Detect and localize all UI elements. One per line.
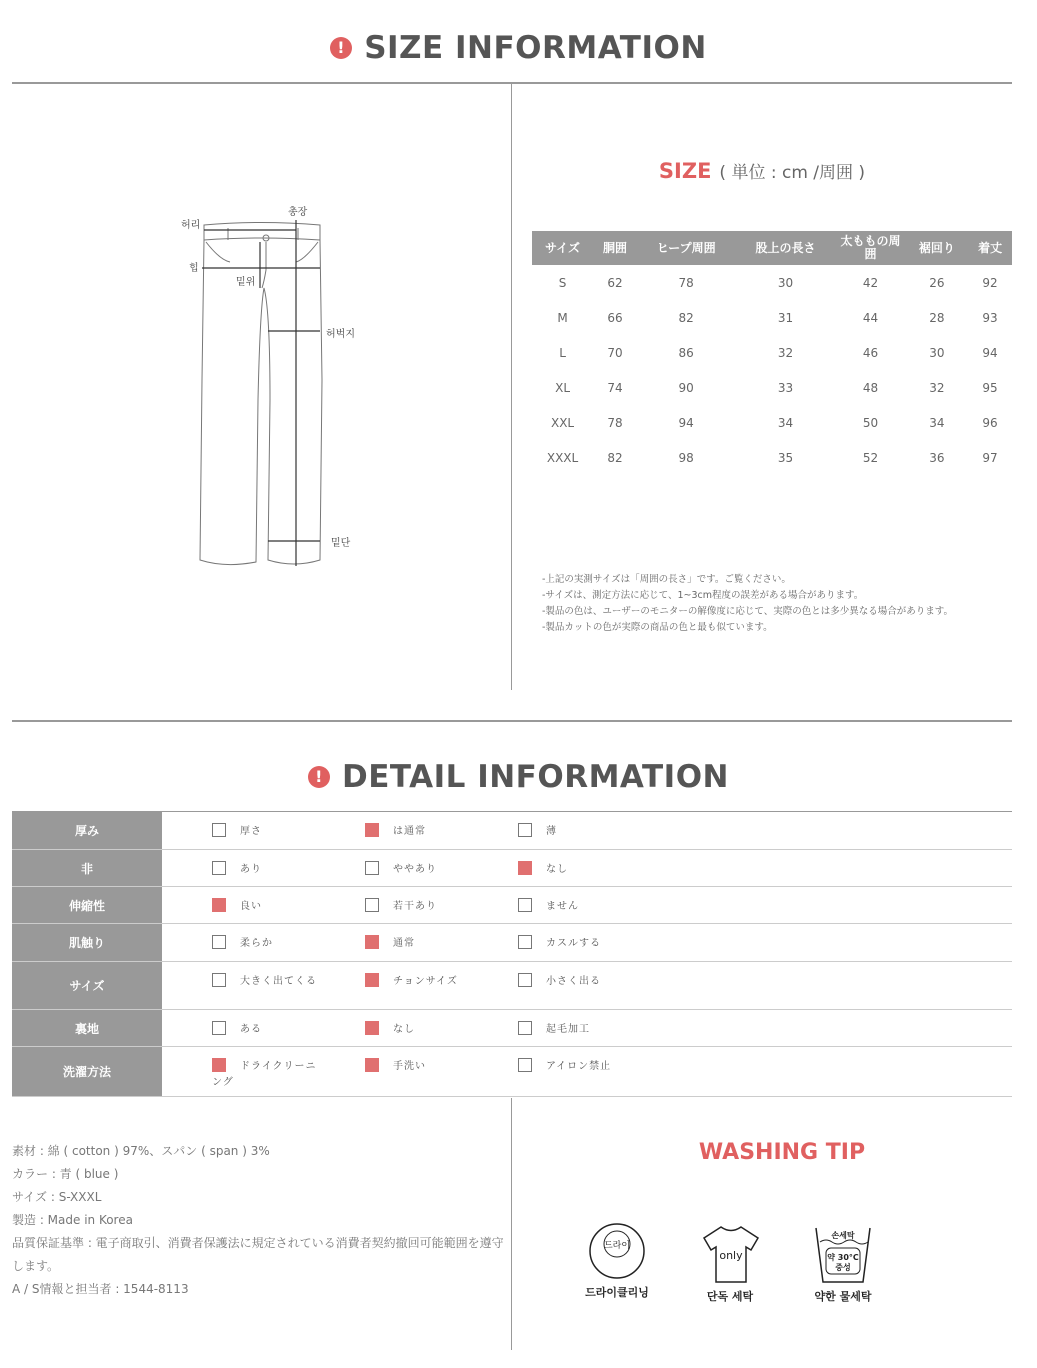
info-line: A / S情報と担当者 : 1544-8113 bbox=[12, 1282, 189, 1296]
table-cell: 74 bbox=[607, 380, 623, 395]
detail-row-label: 裏地 bbox=[12, 1010, 162, 1046]
checkbox[interactable] bbox=[365, 861, 379, 875]
option-label: 良い bbox=[240, 901, 262, 912]
detail-section-title: ! DETAIL INFORMATION bbox=[0, 759, 1037, 795]
detail-row bbox=[12, 812, 1012, 850]
checkbox-checked[interactable] bbox=[212, 898, 226, 912]
detail-table bbox=[12, 811, 1012, 1097]
detail-row bbox=[12, 1010, 1012, 1047]
pants-diagram bbox=[170, 200, 370, 580]
wash-caption-dry: 드라이클리닝 bbox=[585, 1286, 649, 1299]
product-info bbox=[12, 1140, 507, 1301]
option-label: ません bbox=[546, 901, 579, 912]
table-cell: 66 bbox=[607, 310, 623, 325]
detail-option[interactable] bbox=[212, 823, 317, 840]
table-cell: 78 bbox=[678, 275, 694, 290]
table-cell: 32 bbox=[929, 380, 945, 395]
table-cell: S bbox=[558, 275, 567, 290]
svg-text:중성: 중성 bbox=[835, 1263, 851, 1272]
table-cell: XXL bbox=[550, 415, 575, 430]
checkbox[interactable] bbox=[518, 973, 532, 987]
table-cell: 92 bbox=[982, 275, 998, 290]
table-cell: 86 bbox=[678, 345, 694, 360]
option-label: ある bbox=[240, 1024, 262, 1035]
svg-text:약 30°C: 약 30°C bbox=[827, 1253, 859, 1262]
info-line: カラー : 青 ( blue ) bbox=[12, 1167, 119, 1181]
detail-option[interactable] bbox=[365, 1058, 470, 1075]
size-col-header: サイズ bbox=[532, 231, 593, 265]
detail-row bbox=[12, 850, 1012, 887]
detail-option[interactable] bbox=[365, 973, 470, 990]
size-col-header: 裾回り bbox=[906, 231, 969, 265]
table-cell: 93 bbox=[982, 310, 998, 325]
label-hip: 힙 bbox=[189, 263, 199, 274]
label-hem: 밑단 bbox=[331, 538, 351, 549]
table-row bbox=[532, 405, 1012, 440]
label-rise: 밑위 bbox=[236, 277, 256, 288]
table-cell: 35 bbox=[777, 450, 794, 465]
info-line: サイズ : S-XXXL bbox=[12, 1190, 102, 1204]
size-heading: SIZE ( 単位 : cm /周囲 ) bbox=[658, 159, 866, 183]
option-label: あり bbox=[240, 864, 262, 875]
option-label: 厚さ bbox=[240, 826, 262, 837]
option-label: 小さく出る bbox=[546, 976, 601, 987]
table-cell: 82 bbox=[678, 310, 694, 325]
option-label: アイロン禁止 bbox=[546, 1061, 612, 1072]
divider-vertical bbox=[511, 1098, 512, 1350]
table-cell: 30 bbox=[777, 275, 794, 290]
option-label: なし bbox=[393, 1024, 415, 1035]
detail-option[interactable] bbox=[212, 1021, 317, 1038]
alert-icon: ! bbox=[330, 37, 352, 59]
table-cell: 26 bbox=[929, 275, 945, 290]
size-table-header bbox=[532, 231, 1012, 265]
option-label: 起毛加工 bbox=[546, 1024, 590, 1035]
note-line: -サイズは、測定方法に応じて、1~3cm程度の誤差がある場合があります。 bbox=[542, 590, 864, 601]
option-label: 若干あり bbox=[393, 901, 437, 912]
table-cell: L bbox=[559, 345, 566, 360]
washing-tip-title: WASHING TIP bbox=[698, 1140, 866, 1165]
alert-icon: ! bbox=[308, 766, 330, 788]
detail-row-label: 洗濯方法 bbox=[12, 1047, 162, 1096]
svg-text:손세탁: 손세탁 bbox=[831, 1231, 855, 1240]
table-cell: 94 bbox=[982, 345, 998, 360]
table-cell: 70 bbox=[607, 345, 623, 360]
size-col-header: 胴囲 bbox=[593, 231, 637, 265]
detail-option[interactable] bbox=[518, 973, 623, 990]
detail-option[interactable] bbox=[518, 935, 623, 952]
detail-row bbox=[12, 924, 1012, 962]
detail-option[interactable] bbox=[365, 1021, 470, 1038]
detail-row bbox=[12, 962, 1012, 1010]
table-cell: 44 bbox=[862, 310, 879, 325]
svg-text:드라이: 드라이 bbox=[603, 1241, 631, 1251]
table-cell: 62 bbox=[607, 275, 623, 290]
table-cell: 96 bbox=[982, 415, 998, 430]
option-label: は通常 bbox=[393, 826, 426, 837]
table-cell: 97 bbox=[982, 450, 998, 465]
detail-option[interactable] bbox=[212, 898, 317, 915]
checkbox[interactable] bbox=[212, 861, 226, 875]
wash-caption-hand: 약한 물세탁 bbox=[814, 1290, 872, 1303]
pants-outline-icon bbox=[170, 200, 370, 580]
table-cell: 42 bbox=[862, 275, 879, 290]
shirt-only-icon bbox=[702, 1224, 760, 1288]
size-notes bbox=[542, 572, 1002, 636]
table-row bbox=[532, 265, 1012, 300]
note-line: -製品の色は、ユーザーのモニターの解像度に応じて、実際の色とは多少異なる場合があります。 bbox=[542, 606, 953, 617]
checkbox[interactable] bbox=[518, 898, 532, 912]
detail-row-label: 伸縮性 bbox=[12, 887, 162, 923]
option-label: 大きく出てくる bbox=[240, 976, 317, 987]
table-row bbox=[532, 370, 1012, 405]
label-waist: 허리 bbox=[181, 220, 201, 231]
info-line: 製造 : Made in Korea bbox=[12, 1213, 133, 1227]
label-thigh: 허벅지 bbox=[326, 329, 355, 340]
size-table bbox=[532, 231, 1012, 475]
option-label: ドライクリーニング bbox=[212, 1061, 317, 1088]
table-row bbox=[532, 300, 1012, 335]
detail-option[interactable] bbox=[365, 935, 470, 952]
table-cell: 31 bbox=[777, 310, 794, 325]
detail-option[interactable] bbox=[365, 823, 470, 840]
size-col-header: ヒープ周囲 bbox=[637, 231, 735, 265]
label-total-length: 총장 bbox=[288, 207, 308, 218]
checkbox-checked[interactable] bbox=[212, 1058, 226, 1072]
table-cell: 50 bbox=[862, 415, 879, 430]
option-label: ややあり bbox=[393, 864, 437, 875]
detail-row bbox=[12, 887, 1012, 924]
detail-option[interactable] bbox=[518, 823, 623, 840]
table-cell: 82 bbox=[607, 450, 623, 465]
detail-row-label: 厚み bbox=[12, 812, 162, 849]
checkbox[interactable] bbox=[518, 1021, 532, 1035]
table-cell: 98 bbox=[678, 450, 694, 465]
info-line: 素材 : 綿 ( cotton ) 97%、スパン ( span ) 3% bbox=[12, 1144, 270, 1158]
option-label: 柔らか bbox=[240, 938, 273, 949]
checkbox[interactable] bbox=[212, 973, 226, 987]
info-line: 品質保証基準 : 電子商取引、消費者保護法に規定されている消費者契約撤回可能範囲を遵守します。 bbox=[12, 1236, 504, 1273]
checkbox-checked[interactable] bbox=[365, 823, 379, 837]
hand-wash-tub-icon bbox=[814, 1226, 872, 1288]
detail-row-label: 非 bbox=[12, 850, 162, 886]
table-cell: 30 bbox=[929, 345, 945, 360]
detail-option[interactable] bbox=[212, 935, 317, 952]
checkbox[interactable] bbox=[212, 935, 226, 949]
checkbox-checked[interactable] bbox=[518, 861, 532, 875]
table-cell: 32 bbox=[777, 345, 794, 360]
detail-option[interactable] bbox=[365, 861, 470, 878]
option-label: カスルする bbox=[546, 938, 601, 949]
detail-option[interactable] bbox=[212, 861, 317, 878]
svg-text:only: only bbox=[719, 1249, 743, 1262]
detail-option[interactable] bbox=[365, 898, 470, 915]
table-cell: M bbox=[557, 310, 568, 325]
size-col-header: 太ももの周囲 bbox=[836, 231, 906, 265]
table-cell: 90 bbox=[678, 380, 694, 395]
option-label: なし bbox=[546, 864, 568, 875]
detail-option[interactable] bbox=[212, 973, 317, 990]
checkbox[interactable] bbox=[365, 898, 379, 912]
divider bbox=[12, 82, 1012, 84]
table-cell: 34 bbox=[777, 415, 794, 430]
table-cell: 48 bbox=[862, 380, 879, 395]
checkbox-checked[interactable] bbox=[365, 1058, 379, 1072]
checkbox[interactable] bbox=[212, 1021, 226, 1035]
table-cell: XL bbox=[555, 380, 570, 395]
dry-clean-icon bbox=[588, 1222, 646, 1284]
wash-caption-only: 단독 세탁 bbox=[706, 1290, 754, 1303]
size-col-header: 股上の長さ bbox=[735, 231, 835, 265]
table-cell: 34 bbox=[929, 415, 945, 430]
table-cell: 46 bbox=[862, 345, 879, 360]
checkbox[interactable] bbox=[518, 823, 532, 837]
option-label: 薄 bbox=[546, 826, 557, 837]
detail-option[interactable] bbox=[518, 1058, 623, 1075]
detail-row-label: サイズ bbox=[12, 962, 162, 1009]
detail-row bbox=[12, 1047, 1012, 1097]
table-cell: 95 bbox=[982, 380, 998, 395]
table-cell: XXXL bbox=[546, 450, 579, 465]
detail-option[interactable] bbox=[518, 898, 623, 915]
note-line: -製品カットの色が実際の商品の色と最も似ています。 bbox=[542, 622, 773, 633]
table-row bbox=[532, 335, 1012, 370]
checkbox[interactable] bbox=[518, 1058, 532, 1072]
table-cell: 78 bbox=[607, 415, 623, 430]
option-label: 通常 bbox=[393, 938, 415, 949]
size-section-title: ! SIZE INFORMATION bbox=[0, 30, 1037, 66]
detail-option[interactable] bbox=[518, 861, 623, 878]
option-label: 手洗い bbox=[393, 1061, 426, 1072]
checkbox-checked[interactable] bbox=[365, 1021, 379, 1035]
option-label: チョンサイズ bbox=[393, 976, 458, 987]
checkbox-checked[interactable] bbox=[365, 973, 379, 987]
detail-option[interactable] bbox=[212, 1058, 317, 1091]
size-table-body bbox=[532, 265, 1012, 475]
table-row bbox=[532, 440, 1012, 475]
size-col-header: 着丈 bbox=[968, 231, 1012, 265]
checkbox[interactable] bbox=[518, 935, 532, 949]
table-cell: 94 bbox=[678, 415, 694, 430]
checkbox[interactable] bbox=[212, 823, 226, 837]
checkbox-checked[interactable] bbox=[365, 935, 379, 949]
table-cell: 28 bbox=[929, 310, 945, 325]
table-cell: 52 bbox=[862, 450, 879, 465]
detail-option[interactable] bbox=[518, 1021, 623, 1038]
table-cell: 36 bbox=[929, 450, 945, 465]
divider bbox=[12, 720, 1012, 722]
table-cell: 33 bbox=[777, 380, 794, 395]
note-line: -上記の実測サイズは「周囲の長さ」です。ご覧ください。 bbox=[542, 574, 791, 585]
detail-row-label: 肌触り bbox=[12, 924, 162, 961]
